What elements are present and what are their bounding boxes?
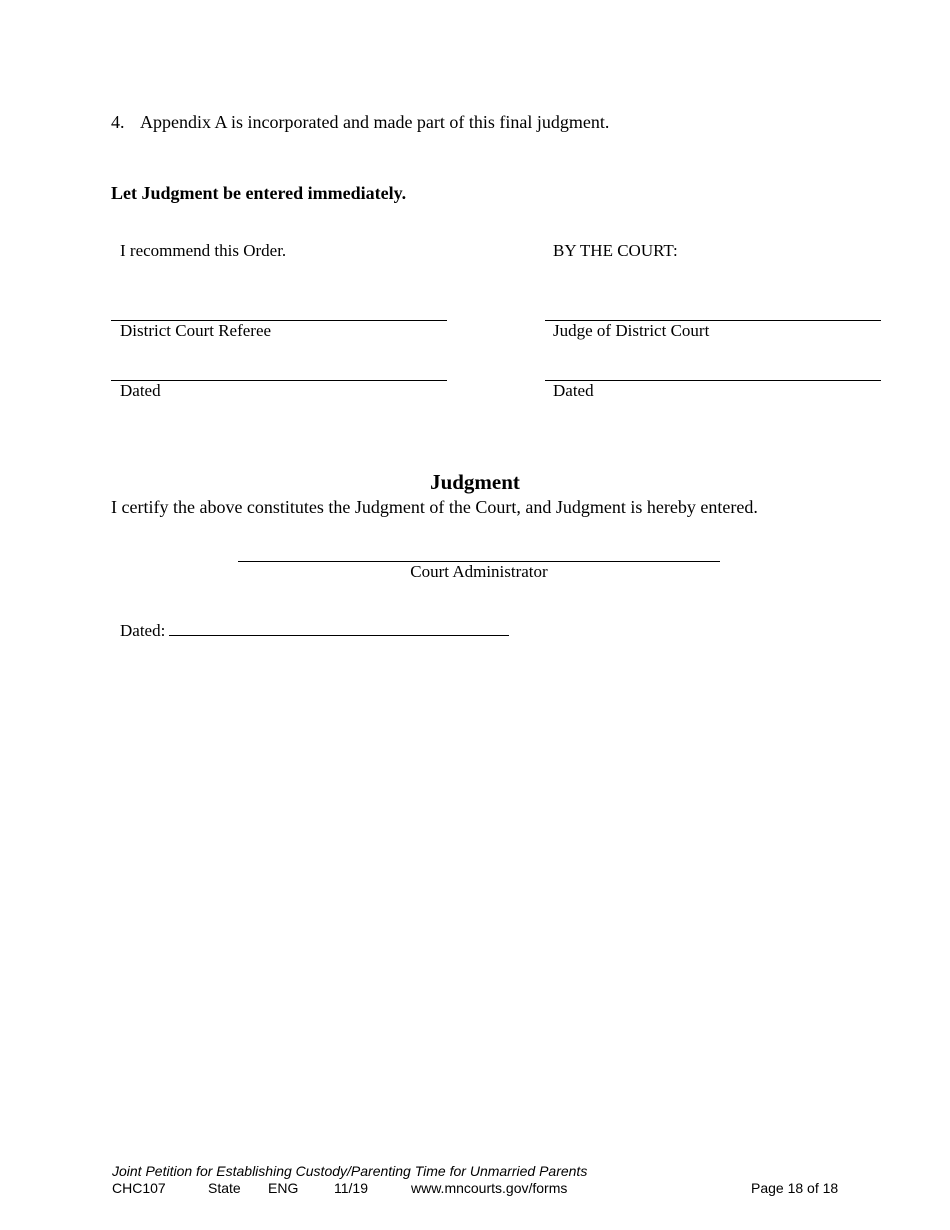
referee-title: District Court Referee (120, 321, 272, 340)
judgment-dated-label: Dated: (120, 621, 166, 640)
administrator-title: Court Administrator (410, 562, 548, 581)
judgment-heading: Judgment (430, 470, 520, 494)
footer-form-code: CHC107 (112, 1180, 166, 1196)
referee-dated-label: Dated (120, 381, 161, 400)
judgment-certification: I certify the above constitutes the Judgment of the Court, and Judgment is hereby entered. (111, 497, 758, 517)
referee-dated-line (111, 380, 447, 381)
judge-dated-line (545, 380, 881, 381)
judge-dated-label: Dated (553, 381, 594, 400)
by-the-court-text: BY THE COURT: (553, 241, 678, 260)
footer-website: www.mncourts.gov/forms (411, 1180, 568, 1196)
footer-language: ENG (268, 1180, 299, 1196)
footer-form-title: Joint Petition for Establishing Custody/Parenting Time for Unmarried Parents (112, 1163, 588, 1179)
judgment-dated-line (169, 634, 509, 636)
clause-number: 4. (111, 112, 125, 132)
footer-page-number: Page 18 of 18 (751, 1180, 839, 1196)
entry-statement: Let Judgment be entered immediately. (111, 183, 407, 203)
footer-revision: 11/19 (334, 1180, 368, 1196)
footer-jurisdiction: State (208, 1180, 241, 1196)
clause-text: Appendix A is incorporated and made part of this final judgment. (140, 112, 610, 132)
judgment-dated-row (120, 621, 509, 641)
recommend-text: I recommend this Order. (120, 241, 287, 260)
judge-title: Judge of District Court (553, 321, 710, 340)
